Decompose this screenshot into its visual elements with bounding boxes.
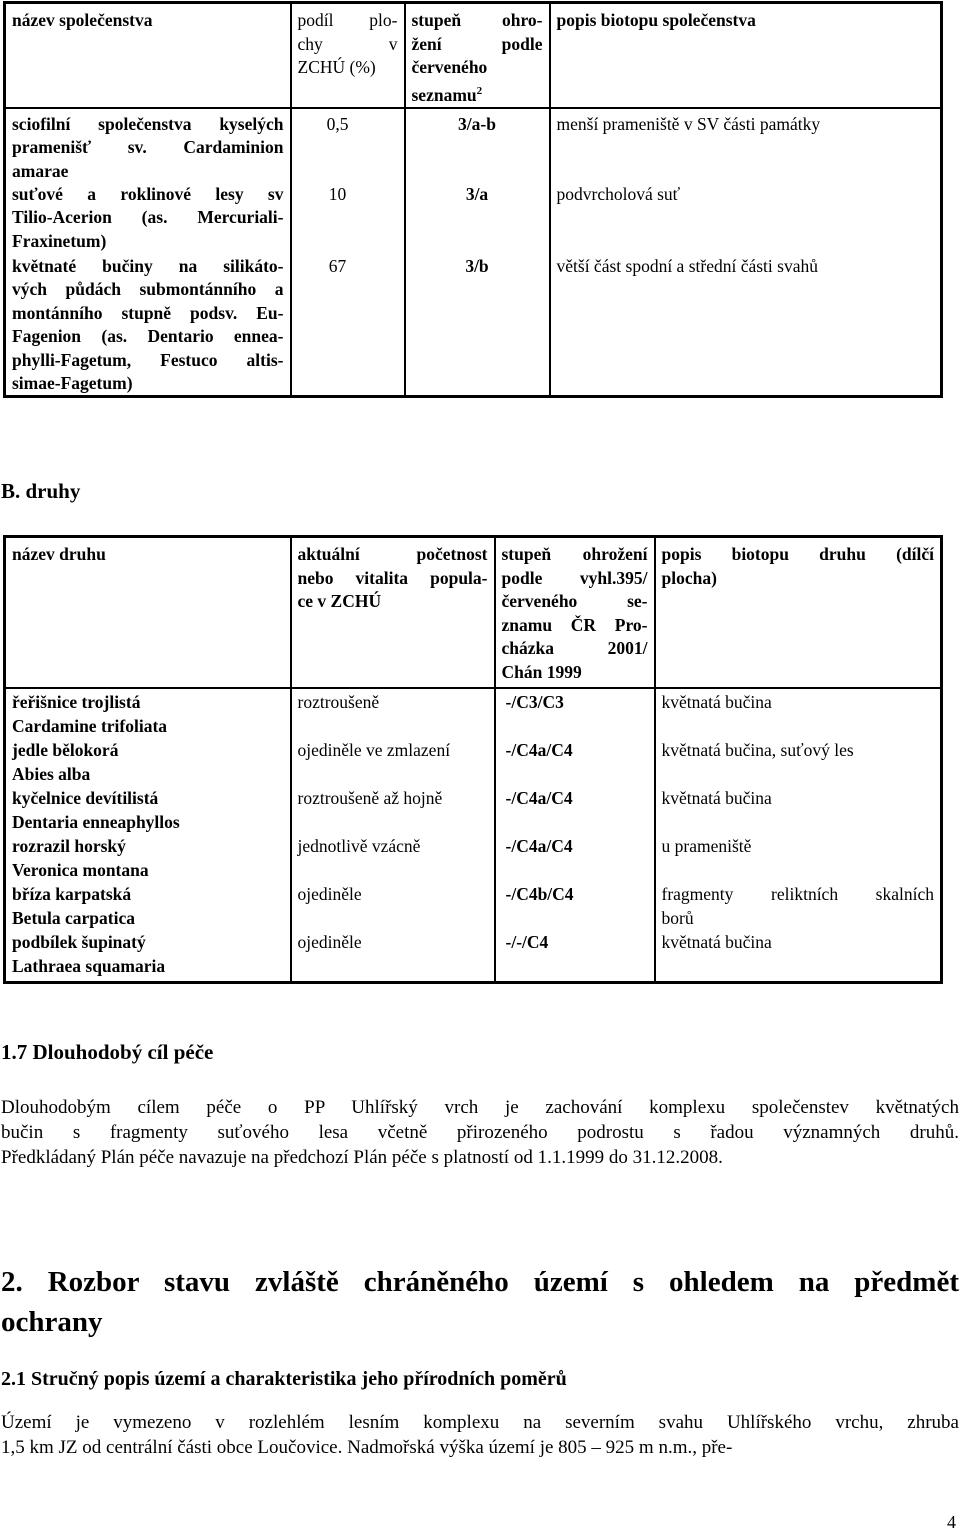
community-name-line: Tilio-Acerion (as. Mercuriali- [12, 207, 284, 228]
species-latin-name: Dentaria enneaphyllos [12, 811, 180, 832]
cell-line: plocha) [661, 567, 717, 588]
species-biotope-line: květnatá bučina [661, 788, 772, 808]
cell-line: nebo vitalita popula- [297, 567, 488, 588]
cell-line: chy v [297, 33, 398, 54]
species-abundance: ojediněle [297, 932, 362, 952]
section-2-1-paragraph [1, 1410, 959, 1460]
community-name-line: simae-Fagetum) [12, 373, 133, 394]
species-latin-name: Cardamine trifoliata [12, 715, 168, 736]
species-biotope-line: květnatá bučina [661, 932, 772, 952]
header-community-name [5, 3, 291, 108]
community-biotope-cell [550, 108, 942, 397]
cell-line: ce v ZCHÚ [297, 591, 382, 611]
section-2-heading [1, 1262, 959, 1342]
cell-line: Chán 1999 [501, 661, 582, 682]
community-biotope: podvrcholová suť [556, 183, 681, 204]
community-name-line: pramenišť sv. Cardaminion [12, 137, 284, 158]
paragraph-line: bučin s fragmenty suťového lesa včetně přirozeného podrostu s řadou významných druhů. [1, 1122, 959, 1143]
species-header-row [5, 537, 942, 689]
species-threat: -/C4b/C4 [505, 884, 574, 904]
species-name [12, 691, 284, 739]
species-body-row [5, 688, 942, 983]
species-biotope [662, 787, 935, 835]
community-biotope: menší prameniště v SV části památky [556, 113, 821, 134]
community-threat: 3/b [465, 255, 489, 276]
species-czech-name: jedle bělokorá [12, 740, 119, 760]
heading-line: ochrany [1, 1306, 103, 1338]
species-name [12, 931, 284, 979]
species-biotope [662, 739, 935, 787]
header-species-name [5, 537, 291, 689]
species-biotope-line: květnatá bučina, suťový les [661, 740, 854, 760]
section-1-7-heading: 1.7 Dlouhodobý cíl péče [1, 1040, 214, 1064]
header-threat-level [405, 3, 550, 108]
section-2-1-heading: 2.1 Stručný popis území a charakteristika jeho přírodních poměrů [1, 1368, 567, 1390]
section-b-heading: B. druhy [1, 479, 81, 503]
species-threat: -/C4a/C4 [505, 788, 573, 808]
header-species-threat [495, 537, 655, 689]
paragraph-line: Dlouhodobým cílem péče o PP Uhlířský vrch je zachování komplexu společenstev květnatých [1, 1097, 959, 1118]
cell-line: podle vyhl.395/ [501, 567, 648, 588]
species-abundance-cell [291, 688, 495, 983]
paragraph-line: Předkládaný Plán péče navazuje na předchozí Plán péče s platností od 1.1.1999 do 31.12.2008. [1, 1147, 723, 1168]
cell-line: znamu ČR Pro- [501, 614, 648, 635]
community-name-line: montánního stupně podsv. Eu- [12, 302, 284, 323]
species-czech-name: rozrazil horský [12, 836, 126, 856]
cell-line: aktuální početnost [297, 544, 488, 564]
species-czech-name: řeřišnice trojlistá [12, 692, 141, 712]
species-abundance: jednotlivě vzácně [297, 836, 421, 856]
community-name-line: phylli-Fagetum, Festuco altis- [12, 349, 284, 370]
species-latin-name: Abies alba [12, 763, 91, 784]
species-czech-name: kyčelnice devítilistá [12, 788, 159, 808]
species-biotope [662, 883, 935, 931]
cell-line: stupeň ohro- [411, 10, 543, 30]
species-name [12, 835, 284, 883]
species-biotope [662, 931, 935, 979]
community-area: 67 [328, 255, 347, 276]
communities-body-row [5, 108, 942, 397]
cell-line: ZCHÚ (%) [297, 57, 376, 77]
community-area-cell [291, 108, 405, 397]
community-name-line: květnaté bučiny na silikáto- [12, 255, 284, 276]
community-names-cell [5, 108, 291, 397]
species-abundance: ojediněle [297, 884, 362, 904]
cell-line: cházka 2001/ [501, 638, 648, 658]
species-threat: -/C3/C3 [505, 692, 564, 712]
cell-line: červeného se- [501, 591, 648, 611]
community-threat: 3/a-b [458, 113, 496, 134]
header-biotope [550, 3, 942, 108]
header-area-share [291, 3, 405, 108]
species-czech-name: podbílek šupinatý [12, 932, 146, 952]
cell-line: seznamu$^2$ [411, 84, 483, 105]
species-abundance: ojediněle ve zmlazení [297, 740, 451, 760]
community-threat-cell [405, 108, 550, 397]
species-name [12, 883, 284, 931]
cell-line: název druhu [12, 544, 106, 564]
section-1-7-paragraph [1, 1095, 959, 1170]
community-name-line: Fagenion (as. Dentario ennea- [12, 326, 284, 347]
species-biotope-line: květnatá bučina [661, 692, 772, 712]
communities-header-row [5, 3, 942, 108]
cell-line: podíl plo- [297, 10, 398, 30]
species-biotope [662, 835, 935, 883]
species-name [12, 787, 284, 835]
community-area: 10 [328, 183, 347, 204]
species-biotope-line: borů [661, 907, 694, 928]
cell-line: stupeň ohrožení [501, 544, 648, 564]
species-latin-name: Lathraea squamaria [12, 955, 166, 976]
community-name-line: vých půdách submontánního a [12, 279, 284, 300]
species-biotope [662, 691, 935, 739]
species-biotope-line: fragmenty reliktních skalních [661, 884, 934, 904]
species-threat-cell [495, 688, 655, 983]
species-name [12, 739, 284, 787]
species-czech-name: bříza karpatská [12, 884, 132, 904]
cell-line: popis biotopu společenstva [556, 10, 756, 30]
header-abundance [291, 537, 495, 689]
community-name-line: Fraxinetum) [12, 230, 107, 251]
species-abundance: roztroušeně [297, 692, 380, 712]
species-threat: -/C4a/C4 [505, 836, 573, 856]
cell-line: červeného [411, 57, 488, 77]
community-name [12, 113, 284, 184]
species-table [3, 535, 943, 984]
species-names-cell [5, 688, 291, 983]
paragraph-line: Území je vymezeno v rozlehlém lesním komplexu na severním svahu Uhlířského vrchu, zhruba [1, 1412, 959, 1433]
cell-line: žení podle [411, 33, 543, 54]
page-number: 4 [947, 1512, 956, 1532]
species-biotope-cell [655, 688, 942, 983]
species-threat: -/-/C4 [505, 932, 549, 952]
header-species-biotope [655, 537, 942, 689]
species-abundance: roztroušeně až hojně [297, 788, 443, 808]
community-area: 0,5 [326, 113, 349, 134]
paragraph-line: 1,5 km JZ od centrální části obce Loučovice. Nadmořská výška území je 805 – 925 m n.m., pře- [1, 1437, 733, 1458]
cell-line: popis biotopu druhu (dílčí [661, 544, 934, 564]
heading-line: 2. Rozbor stavu zvláště chráněného území s ohledem na předmět [1, 1266, 959, 1298]
community-name-line: sciofilní společenstva kyselých [12, 113, 284, 134]
species-threat: -/C4a/C4 [505, 740, 573, 760]
species-latin-name: Betula carpatica [12, 907, 135, 928]
community-threat: 3/a [465, 183, 489, 204]
community-name-line: suťové a roklinové lesy sv [12, 183, 284, 204]
community-biotope: větší část spodní a střední části svahů [556, 255, 818, 276]
communities-table [3, 1, 943, 398]
community-name-line: amarae [12, 160, 69, 181]
community-name [12, 255, 284, 396]
species-latin-name: Veronica montana [12, 859, 149, 880]
community-name [12, 183, 284, 254]
cell-line: název společenstva [12, 10, 153, 30]
species-biotope-line: u prameniště [661, 836, 752, 856]
